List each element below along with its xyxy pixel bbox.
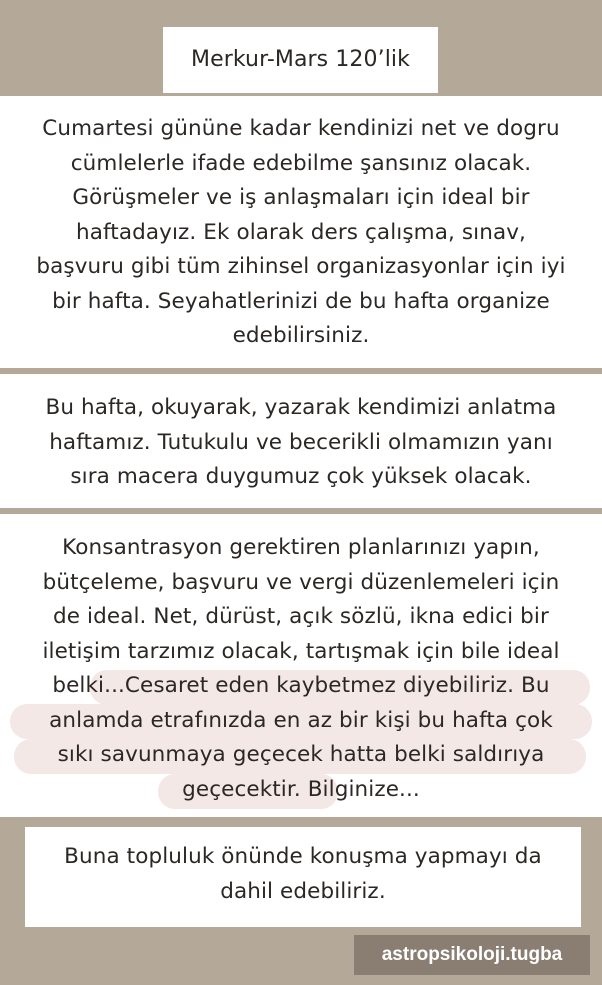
text-line: Görüşmeler ve iş anlaşmaları için ideal bir: [72, 185, 530, 210]
post-title: Merkur-Mars 120’lik: [191, 47, 410, 72]
paragraph-card-3: [0, 514, 602, 817]
text-line: bütçeleme, başvuru ve vergi düzenlemeleri için: [42, 569, 560, 595]
paragraph-card-2: [0, 374, 602, 508]
text-line: de ideal. Net, dürüst, açık sözlü, ikna edici bir: [53, 604, 549, 629]
text-line: iletişim tarzımız olacak, tartışmak için bile ideal: [42, 638, 560, 664]
text-line: Bu hafta, okuyarak, yazarak kendimizi anlatma: [45, 395, 557, 420]
text-line: Konsantrasyon gerektiren planlarınızı yapın,: [62, 535, 540, 560]
username-watermark[interactable]: astropsikoloji.tugba: [354, 935, 590, 975]
text-line: dahil edebiliriz.: [220, 878, 386, 904]
text-line: sıra macera duygumuz çok yüksek olacak.: [70, 464, 532, 489]
paragraph-card-4: [25, 827, 581, 927]
text-line: cümlelerle ifade edebilme şansınız olacak.: [70, 150, 532, 176]
text-line: Cumartesi gününe kadar kendinizi net ve dogru: [42, 116, 560, 141]
text-line: geçecektir. Bilginize...: [182, 776, 420, 802]
text-line: bir hafta. Seyahatlerinizi de bu hafta organize: [52, 288, 550, 314]
paragraph-card-1: [0, 96, 602, 368]
title-card: [163, 27, 438, 93]
text-line: haftadayız. Ek olarak ders çalışma, sınav,: [76, 219, 526, 245]
text-line: haftamız. Tutukulu ve becerikli olmamızın yanı: [49, 429, 553, 455]
text-line: anlamda etrafınızda en az bir kişi bu hafta çok: [49, 707, 553, 733]
text-line: Buna topluluk önünde konuşma yapmayı da: [64, 844, 542, 869]
text-line: sıkı savunmaya geçecek hatta belki saldırıya: [57, 742, 545, 767]
text-line: başvuru gibi tüm zihinsel organizasyonlar için iyi: [36, 254, 566, 279]
text-line: edebilirsiniz.: [232, 323, 370, 348]
text-line: belki...Cesaret eden kaybetmez diyebiliriz. Bu: [52, 673, 550, 698]
